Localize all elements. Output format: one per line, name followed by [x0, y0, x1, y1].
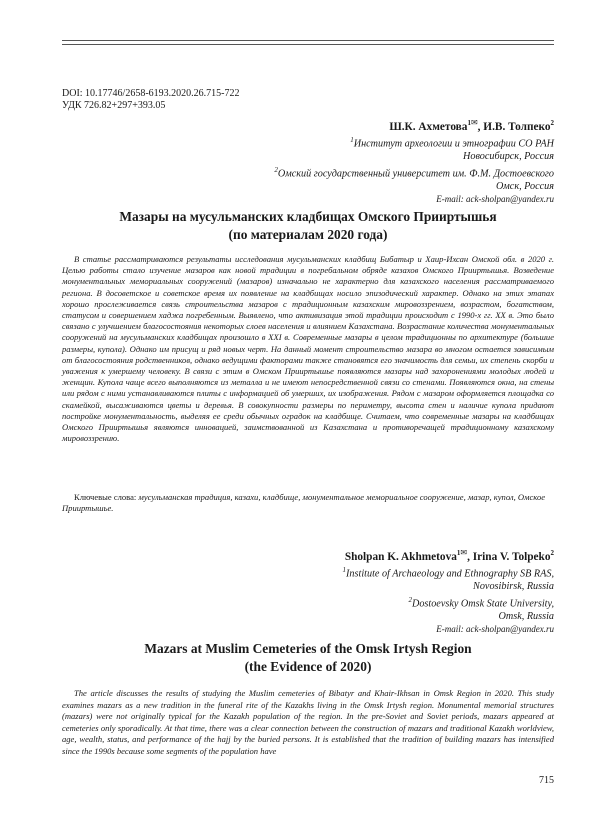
en-affil1-line1: Institute of Archaeology and Ethnography SB RAS,: [346, 568, 554, 580]
en-email: E-mail: ack-sholpan@yandex.ru: [436, 624, 554, 635]
en-author2: Irina V. Tolpeko: [472, 550, 551, 563]
udk: УДК 726.82+297+393.05: [62, 100, 166, 111]
en-author1-sup: 1: [456, 549, 461, 557]
en-affil1-line2: Novosibirsk, Russia: [473, 580, 554, 592]
ru-authors: [389, 116, 554, 134]
en-author2-sup: 2: [550, 549, 554, 557]
en-separator: ,: [467, 550, 473, 563]
ru-author1: Ш.К. Ахметова: [389, 120, 468, 133]
ru-affiliations: $^1$Институт археологии и этнографии СО РАН Новосибирск, Россия $^2$Омский государственный университет им. Ф.М. Достоевского Омск, Россия E-mail: ack-sholpan@yandex.ru: [274, 136, 554, 205]
ru-keywords-label: Ключевые слова:: [74, 492, 139, 502]
ru-keywords: [62, 492, 554, 514]
ru-affil2-line1: Омский государственный университет им. Ф.М. Достоевского: [277, 167, 554, 179]
en-authors: [345, 546, 554, 564]
en-title-line2: (the Evidence of 2020): [244, 659, 372, 674]
header-rule-bottom: [62, 44, 554, 45]
ru-email: E-mail: ack-sholpan@yandex.ru: [436, 194, 554, 205]
ru-affil1-line2: Новосибирск, Россия: [463, 150, 554, 162]
en-affil2-line2: Omsk, Russia: [498, 610, 554, 622]
ru-affil1-line1: Институт археологии и этнографии СО РАН: [353, 138, 554, 150]
ru-affil2-line2: Омск, Россия: [495, 180, 554, 192]
ru-separator: ,: [477, 120, 484, 133]
ru-title-line2: (по материалам 2020 года): [228, 227, 388, 242]
en-title: [62, 640, 554, 676]
en-title-line1: Mazars at Muslim Cemeteries of the Omsk Irtysh Region: [144, 641, 472, 656]
ru-author2: И.В. Толпеко: [483, 120, 551, 133]
en-abstract: The article discusses the results of studying the Muslim cemeteries of Bibatyr and Khair-Ikhsan in Omsk Region in 2020. This study examines mazars as a new tradition in the funeral rite of the Kazakhs living in the Omsk Irtysh region. Monumental memorial structures (mazars) were not originally typical for the Kazakh population of the region. In the pre-Soviet and Soviet periods, mazars appeared at cemeteries only sporadically. At that time, there was a clear connection between the construction of mazars and traditional Kazakh worldview, age, wealth, status, and performance of the hajj by the buried persons. It is established that the tradition of building mazars has intensified since the 1990s because some segments of the population have: [62, 688, 554, 756]
ru-keywords-text: мусульманская традиция, казахи, кладбище, монументальное мемориальное сооружение, мазар, купол, Омское Прииртышье.: [62, 492, 546, 514]
ru-title-line1: Мазары на мусульманских кладбищах Омского Прииртышья: [119, 209, 497, 224]
ru-abstract: В статье рассматриваются результаты исследования мусульманских кладбищ Бибатыр и Хаир-Ихсан Омской обл. в 2020 г. Целью работы стало изучение мазаров как новой традиции в погребальном обряде казахов Омского Прииртышья. Возведение монументальных мемориальных сооружений (мазаров) изначально не характерно для казахского населения рассматриваемого региона. В досоветское и советское время их появление на кладбищах носило эпизодический характер. Однако на этих этапах хорошо прослеживается связь строительства мазаров с традиционным казахским мировоззрением, возрастом, богатством, статусом и совершением хаджа погребенным. Выявлено, что активизация этой традиции происходит с 1990-х гг. XX в. Это было связано с улучшением благосостояния некоторых слоев населения и влиянием Казахстана. Возрастание количества монументальных сооружений на мусульманских кладбищах произошло в XXI в. Современные мазары в целом традиционны по архитектуре (большие размеры, купола). Однако им присущ и ряд новых черт. На данный момент строительство мазара во многом остается зависимым от благосостояния родственников, однако ведущими факторами также становятся его значимость для семьи, их степень скорби и уважения к умершему человеку. В связи с этим в Омском Прииртышье появляются мазары над захоронениями молодых людей и женщин. Купола чаще всего выполняются из металла и не имеют непосредственной связи со стенами. Появляются окна, на стены или рядом с ними устанавливаются плиты с информацией об умерших, их изображения. Рядом с мазаром оформляется площадка со скамейкой, высаживаются цветы и деревья. В совокупности размеры по периметру, высота стен и наличие купола придают постройке монументальность, выделяя ее среди обычных оградок на кладбище. Считаем, что современные мазары на кладбищах Омского Прииртышья являются инновацией, заимствованной из Казахстана и противоречащей традиционному казахскому мировоззрению.: [62, 254, 554, 444]
en-author1: Sholpan K. Akhmetova: [344, 550, 457, 563]
ru-author2-sup: 2: [550, 119, 554, 127]
ru-title: [62, 208, 554, 244]
page-number: 715: [539, 775, 554, 786]
ru-author1-sup: 1: [467, 119, 471, 127]
en-affiliations: $^1$Institute of Archaeology and Ethnography SB RAS, Novosibirsk, Russia $^2$Dostoevsky Omsk State University, Omsk, Russia E-mail: ack-sholpan@yandex.ru: [342, 566, 554, 635]
doi: DOI: 10.17746/2658-6193.2020.26.715-722: [62, 88, 240, 99]
mail-icon: ✉: [460, 548, 468, 557]
en-affil2-line1: Dostoevsky Omsk State University,: [411, 597, 554, 609]
mail-icon: ✉: [470, 118, 478, 127]
header-rule-top: [62, 40, 554, 41]
